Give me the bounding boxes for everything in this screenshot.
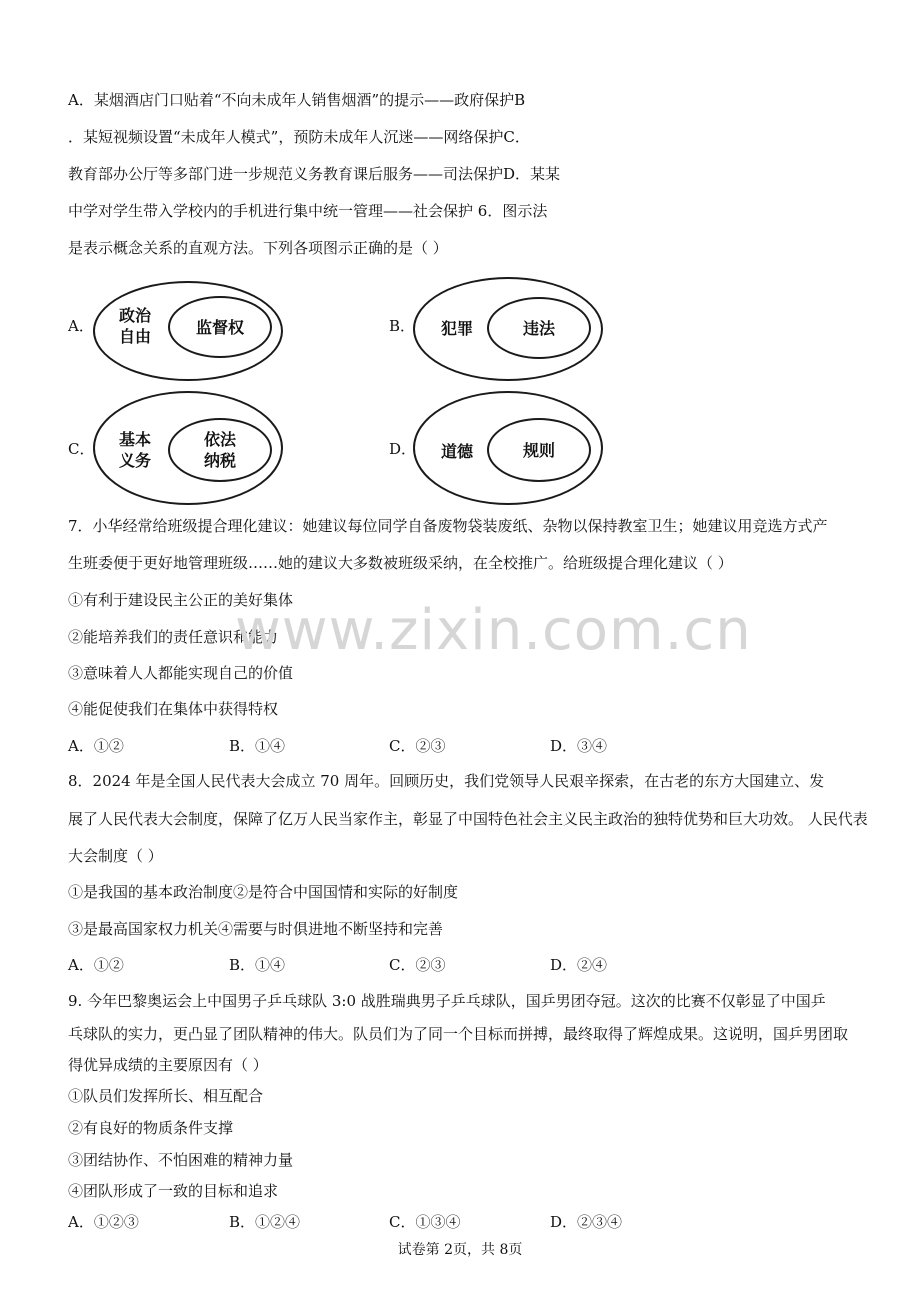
q7-option-a[interactable]: A．①②: [68, 737, 124, 755]
q6-b-inner-ellipse: 违法: [487, 297, 591, 359]
q6-c-inner-ellipse: 依法 纳税: [168, 418, 272, 482]
q9-stem-line-3: 得优异成绩的主要原因有（ ）: [68, 1056, 268, 1074]
q8-option-d[interactable]: D．②④: [550, 956, 608, 974]
q6-b-outer-text: 犯罪: [440, 319, 473, 338]
q9-statement-3: ③团结协作、不怕困难的精神力量: [68, 1151, 294, 1169]
q9-stem-line-1: 9. 今年巴黎奥运会上中国男子乒乓球队 3:0 战胜瑞典男子乒乓球队，国乒男团夺冠。这次的比赛不仅彰显了中国乒: [68, 992, 826, 1010]
q6-d-outer-text: 道德: [440, 442, 473, 461]
q7-options: [68, 736, 828, 756]
q7-option-c[interactable]: C．②③: [389, 737, 446, 755]
q6-d-inner-ellipse: 规则: [487, 418, 591, 482]
q6-option-c-label: C．: [68, 440, 95, 458]
q8-option-b[interactable]: B．①④: [229, 956, 286, 974]
q9-statement-1: ①队员们发挥所长、相互配合: [68, 1087, 264, 1105]
q7-statement-4: ④能促使我们在集体中获得特权: [68, 700, 279, 718]
q8-statement-1: ①是我国的基本政治制度②是符合中国国情和实际的好制度: [68, 883, 459, 901]
q6-c-outer-text: 基本 义务: [118, 430, 151, 470]
q5-line-1: A．某烟酒店门口贴着“不向未成年人销售烟酒”的提示——政府保护B: [68, 91, 526, 109]
q7-statement-2: ②能培养我们的责任意识和能力: [68, 628, 279, 646]
q6-option-d-label: D．: [389, 440, 417, 458]
q9-statement-2: ②有良好的物质条件支撑: [68, 1119, 234, 1137]
q5-line-3: 教育部办公厅等多部门进一步规范义务教育课后服务——司法保护D．某某: [68, 165, 561, 183]
q7-option-b[interactable]: B．①④: [229, 737, 286, 755]
q9-option-c[interactable]: C．①③④: [389, 1213, 461, 1231]
q7-statement-3: ③意味着人人都能实现自己的价值: [68, 664, 294, 682]
q8-option-c[interactable]: C．②③: [389, 956, 446, 974]
q9-option-b[interactable]: B．①②④: [229, 1213, 301, 1231]
q9-options: [68, 1212, 828, 1232]
q9-option-a[interactable]: A．①②③: [68, 1213, 139, 1231]
q9-statement-4: ④团队形成了一致的目标和追求: [68, 1182, 279, 1200]
q8-option-a[interactable]: A．①②: [68, 956, 124, 974]
q6-option-a-label: A．: [68, 317, 94, 335]
q8-statement-2: ③是最高国家权力机关④需要与时俱进地不断坚持和完善: [68, 920, 444, 938]
q6-a-outer-text: 政治 自由: [118, 306, 151, 346]
q8-options: [68, 955, 828, 975]
q7-statement-1: ①有利于建设民主公正的美好集体: [68, 591, 294, 609]
q6-stem: 是表示概念关系的直观方法。下列各项图示正确的是（ ）: [68, 239, 448, 257]
q7-option-d[interactable]: D．③④: [550, 737, 608, 755]
q8-stem-line-2: 展了人民代表大会制度，保障了亿万人民当家作主，彰显了中国特色社会主义民主政治的独特优势和巨大功效。 人民代表: [68, 810, 868, 828]
q6-option-b-label: B．: [389, 317, 416, 335]
q8-stem-line-3: 大会制度（ ）: [68, 847, 163, 865]
page-footer: 试卷第 2页，共 8页: [397, 1242, 523, 1258]
q7-stem-line-1: 7．小华经常给班级提合理化建议：她建议每位同学自备废物袋装废纸、杂物以保持教室卫生；她建议用竞选方式产: [68, 517, 828, 535]
q6-a-inner-ellipse: 监督权: [168, 296, 272, 358]
q8-stem-line-1: 8．2024 年是全国人民代表大会成立 70 周年。回顾历史，我们党领导人民艰辛探索，在古老的东方大国建立、发: [68, 772, 825, 790]
q5-line-4: 中学对学生带入学校内的手机进行集中统一管理——社会保护 6．图示法: [68, 202, 548, 220]
watermark: www.zixin.com.cn: [235, 598, 752, 663]
q5-line-2: ．某短视频设置“未成年人模式”，预防未成年人沉迷——网络保护C．: [68, 128, 530, 146]
q9-option-d[interactable]: D．②③④: [550, 1213, 623, 1231]
q9-stem-line-2: 乓球队的实力，更凸显了团队精神的伟大。队员们为了同一个目标而拼搏，最终取得了辉煌成果。这说明，国乒男团取: [68, 1025, 849, 1043]
q7-stem-line-2: 生班委便于更好地管理班级……她的建议大多数被班级采纳，在全校推广。给班级提合理化建议（ ）: [68, 554, 733, 572]
